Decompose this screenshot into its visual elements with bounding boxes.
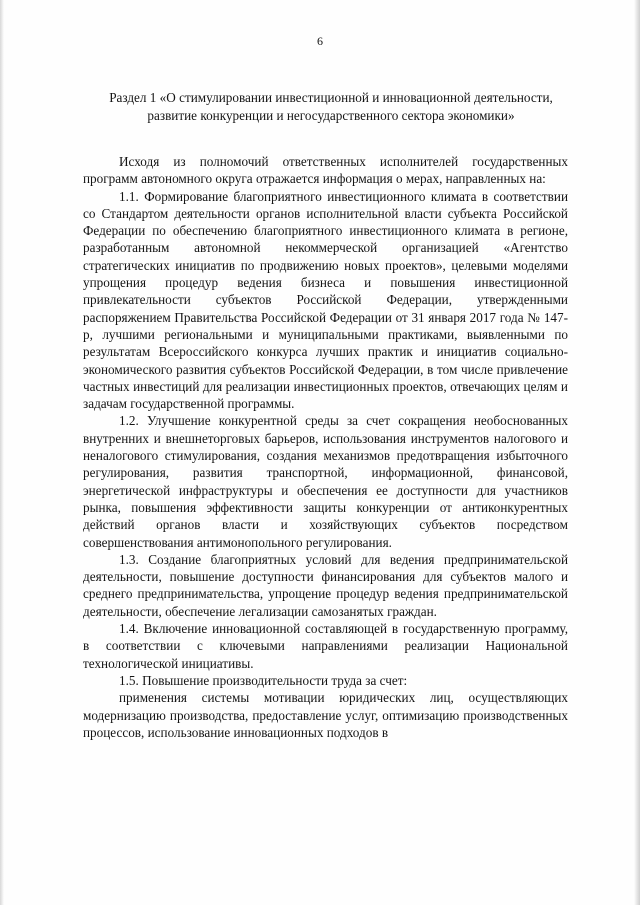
paragraph-1-3: 1.3. Создание благоприятных условий для ведения предпринимательской деятельности, повышение доступности финансирования для субъектов малого и среднего предпринимательства, упрощение процедур ведения предпринимательской деятельности, обеспечение легализации самозанятых граждан. bbox=[83, 551, 568, 619]
paragraph-intro: Исходя из полномочий ответственных исполнителей государственных программ автономного округа отражается информация о мерах, направленных на: bbox=[83, 154, 568, 187]
section-heading: Раздел 1 «О стимулировании инвестиционной и инновационной деятельности, развитие конкуренции и негосударственного сектора экономики» bbox=[109, 90, 553, 123]
paragraph-1-4: 1.4. Включение инновационной составляющей в государственную программу, в соответствии с ключевыми направлениями реализации Национальной технологической инициативы. bbox=[83, 621, 568, 671]
paragraph-1-1: 1.1. Формирование благоприятного инвестиционного климата в соответствии со Стандартом деятельности органов исполнительной власти субъекта Российской Федерации по обеспечению благоприятного инвестиционного климата в регионе, разработанным автономной некоммерческой организацией «Агентство стратегических инициатив по продвижению новых проектов», целевыми моделями упрощения процедур ведения бизнеса и повышения инвестиционной привлекательности субъектов Российской Федерации, утвержденными распоряжением Правительства Российской Федерации от 31 января 2017 года № 147-р, лучшими региональными и муниципальными практиками, выявленными по результатам Всероссийского конкурса лучших практик и инициатив социально-экономического развития субъектов Российской Федерации, в том числе привлечение частных инвестиций для реализации инвестиционных проектов, отвечающих целям и задачам государственной программы. bbox=[83, 188, 568, 412]
scan-edge-left bbox=[0, 0, 4, 905]
paragraph-1-5-item: применения системы мотивации юридических лиц, осуществляющих модернизацию производства, предоставление услуг, оптимизацию производственных процессов, использование инновационных подходов в bbox=[83, 690, 568, 740]
paragraph-1-2: 1.2. Улучшение конкурентной среды за счет сокращения необоснованных внутренних и внешнеторговых барьеров, использования инструментов налогового и неналогового стимулирования, создания механизмов предотвращения избыточного регулирования, развития транспортной, информационной, финансовой, энергетической инфраструктуры и обеспечения ее доступности для участников рынка, повышения эффективности защиты конкуренции от антиконкурентных действий органов власти и хозяйствующих субъектов посредством совершенствования антимонопольного регулирования. bbox=[83, 413, 568, 550]
body-text bbox=[83, 153, 568, 741]
page-number: 6 bbox=[317, 34, 323, 48]
paragraph-1-5: 1.5. Повышение производительности труда за счет: bbox=[119, 672, 408, 688]
scan-edge-right bbox=[634, 0, 640, 905]
